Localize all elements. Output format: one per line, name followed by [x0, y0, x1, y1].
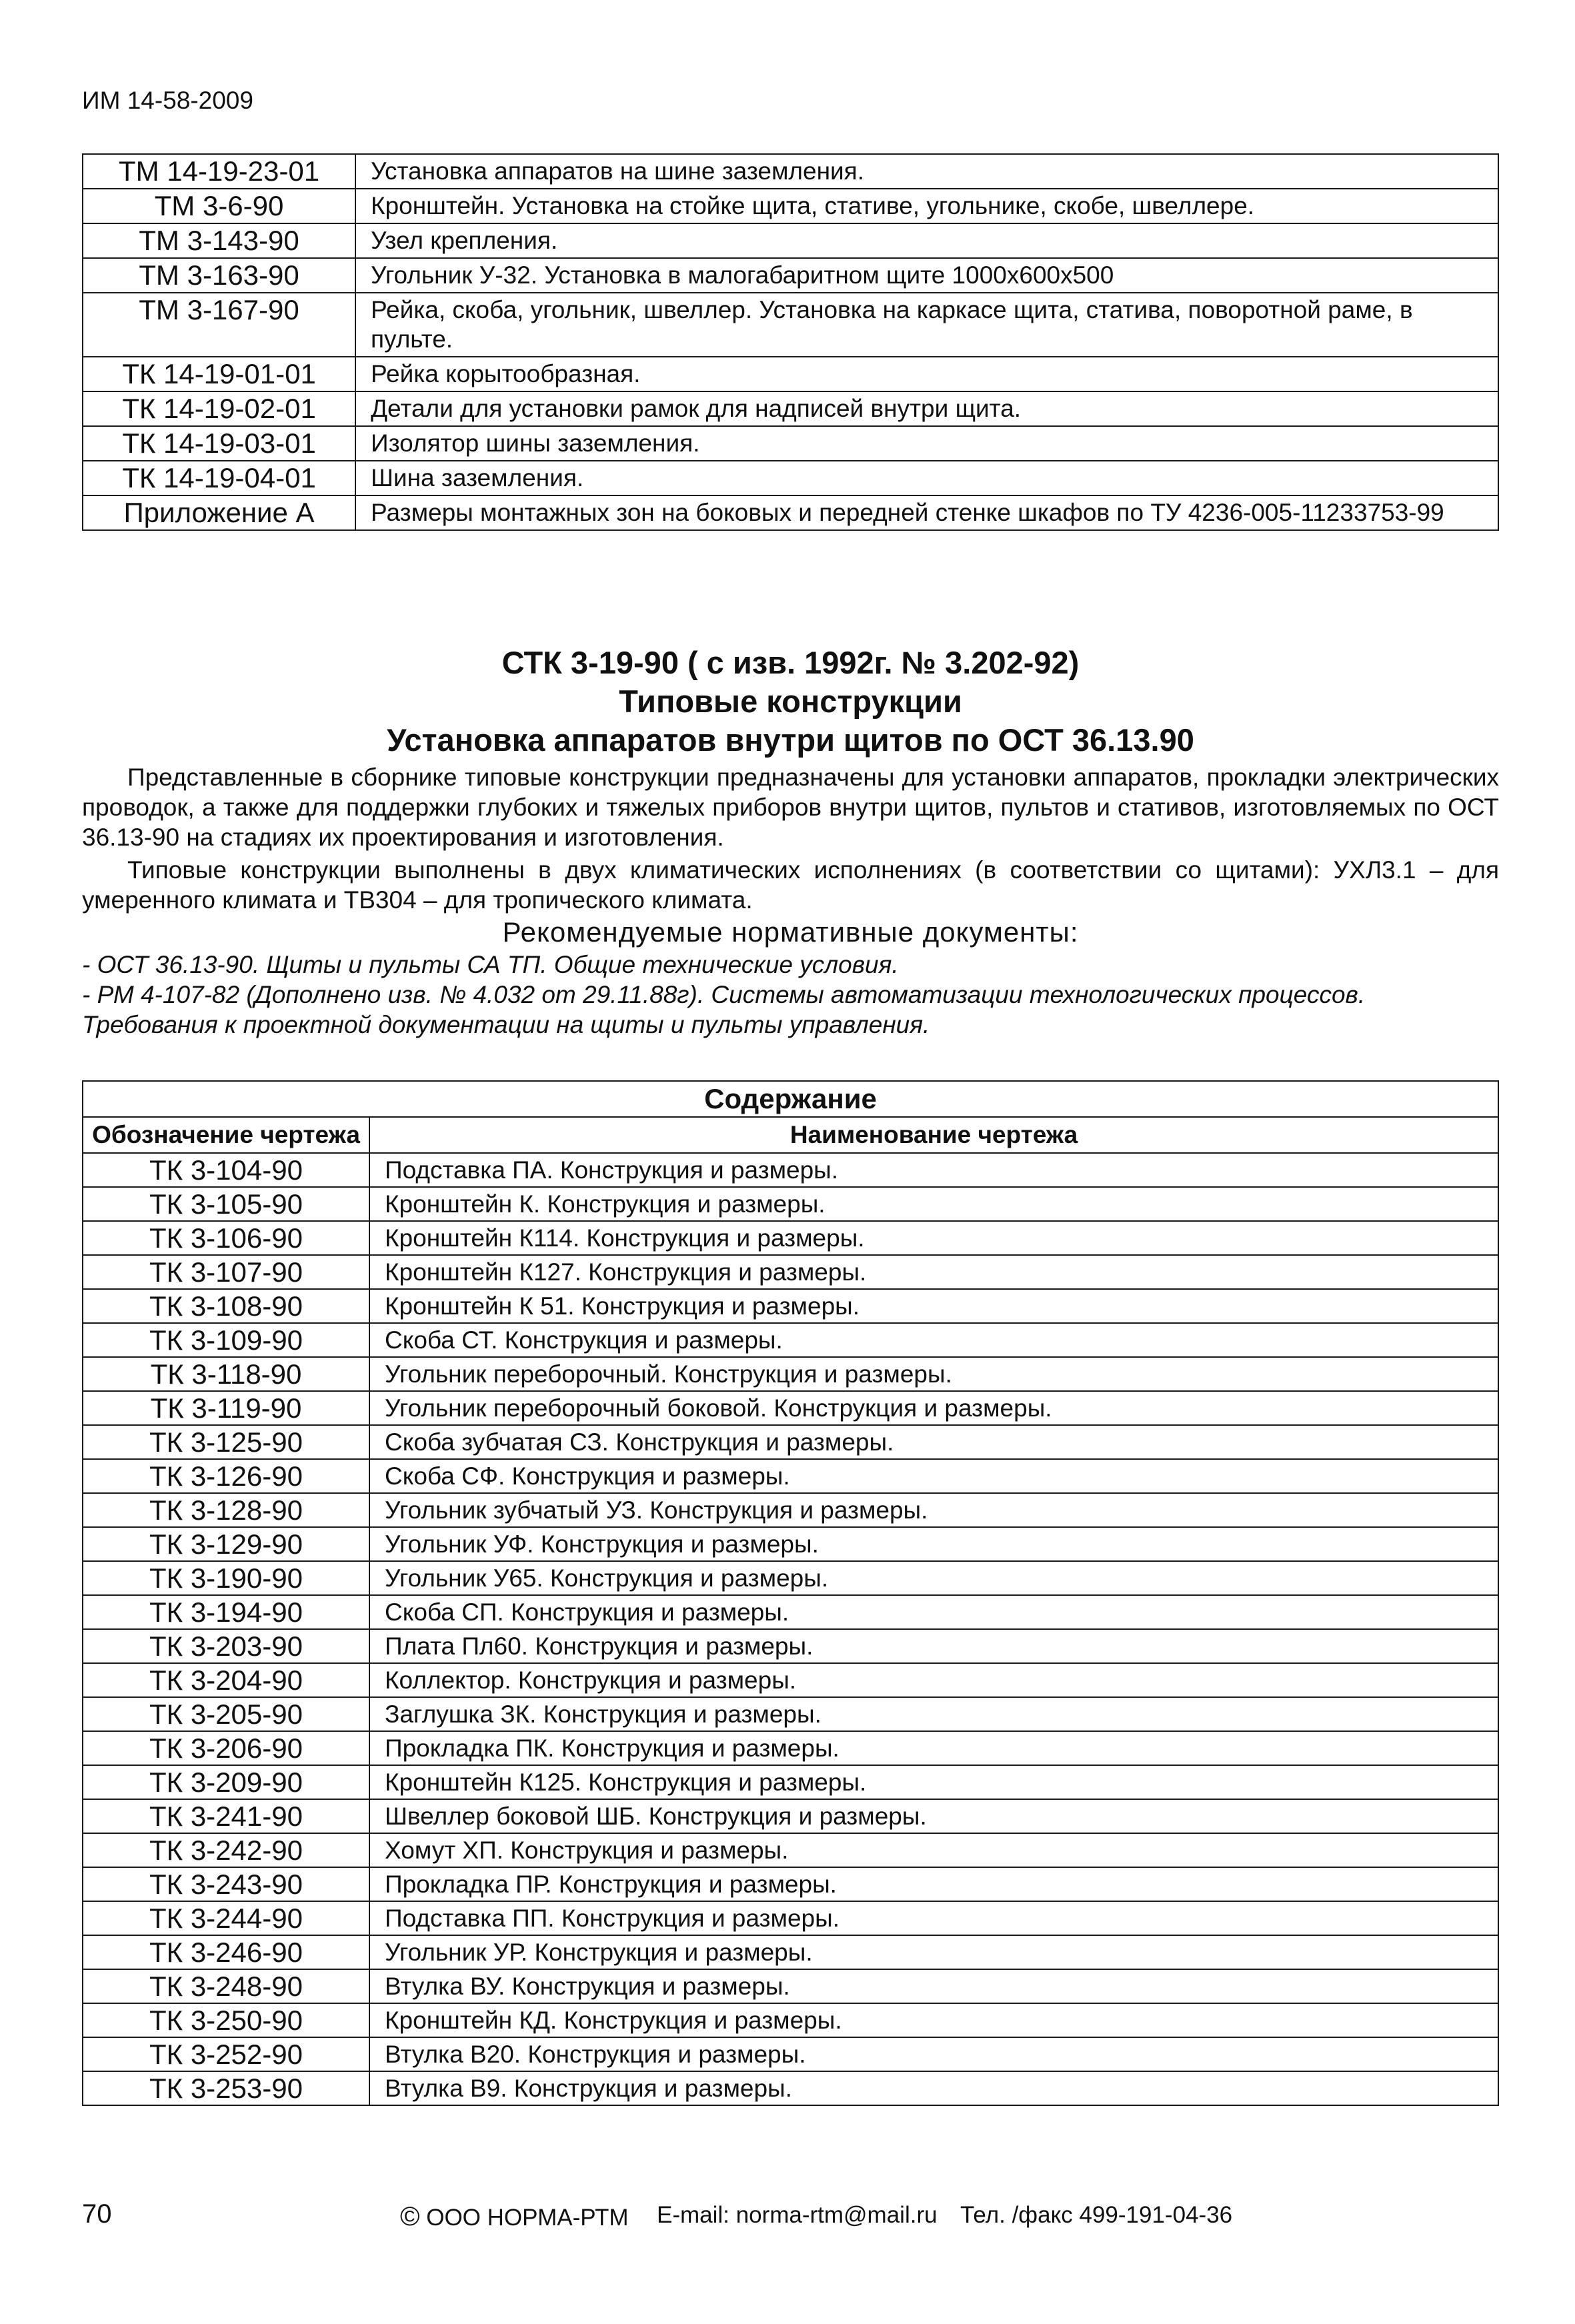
- table-row: [83, 1357, 1498, 1391]
- table-row: [83, 1731, 1498, 1765]
- copyright-holder: ООО НОРМА-РТМ: [426, 2205, 629, 2231]
- drawing-code: ТК 3-125-90: [83, 1425, 369, 1459]
- table-row: [83, 1799, 1498, 1833]
- drawing-code: ТМ 3-163-90: [83, 258, 355, 293]
- drawing-name: Кронштейн. Установка на стойке щита, стативе, угольнике, скобе, швеллере.: [355, 189, 1498, 223]
- copyright-icon: ©: [400, 2202, 420, 2231]
- drawings-table-top: [82, 153, 1499, 531]
- drawing-code: ТК 3-244-90: [83, 1901, 369, 1935]
- drawing-code: ТК 14-19-03-01: [83, 426, 355, 461]
- table-row: [83, 1765, 1498, 1799]
- standard-section: [82, 644, 1499, 1040]
- drawing-code: ТК 3-243-90: [83, 1867, 369, 1901]
- table-row: [83, 1255, 1498, 1289]
- drawing-name: Угольник УФ. Конструкция и размеры.: [369, 1527, 1498, 1561]
- contact-email: E-mail: norma-rtm@mail.ru: [657, 2202, 938, 2228]
- drawing-code: ТК 3-242-90: [83, 1833, 369, 1867]
- drawing-name: Плата Пл60. Конструкция и размеры.: [369, 1629, 1498, 1663]
- table-row: [83, 1595, 1498, 1629]
- section-title: СТК 3-19-90 ( с изв. 1992г. № 3.202-92): [501, 645, 1080, 680]
- table-row: [83, 1323, 1498, 1357]
- table-row: [83, 1561, 1498, 1595]
- drawing-code: ТК 3-205-90: [83, 1697, 369, 1731]
- drawing-name: Швеллер боковой ШБ. Конструкция и размеры.: [369, 1799, 1498, 1833]
- drawing-code: ТМ 14-19-23-01: [83, 154, 355, 189]
- drawing-name: Угольник переборочный боковой. Конструкция и размеры.: [369, 1391, 1498, 1425]
- table-row: [83, 1867, 1498, 1901]
- table-row: [83, 1391, 1498, 1425]
- table-row: [83, 258, 1498, 293]
- drawing-code: ТМ 3-167-90: [83, 293, 355, 357]
- table-row: [83, 426, 1498, 461]
- drawing-name: Скоба зубчатая СЗ. Конструкция и размеры.: [369, 1425, 1498, 1459]
- drawing-name: Угольник зубчатый УЗ. Конструкция и размеры.: [369, 1493, 1498, 1527]
- drawing-code: ТК 3-108-90: [83, 1289, 369, 1323]
- table-row: [83, 1833, 1498, 1867]
- contents-caption: Содержание: [83, 1081, 1498, 1117]
- table-row: [83, 391, 1498, 426]
- table-row: [83, 293, 1498, 357]
- drawing-code: ТК 3-105-90: [83, 1187, 369, 1221]
- drawing-name: Кронштейн К125. Конструкция и размеры.: [369, 1765, 1498, 1799]
- drawing-name: Хомут ХП. Конструкция и размеры.: [369, 1833, 1498, 1867]
- table-row: [83, 189, 1498, 223]
- drawing-name: Угольник УР. Конструкция и размеры.: [369, 1935, 1498, 1969]
- table-row: [83, 1459, 1498, 1493]
- drawing-code: ТК 3-109-90: [83, 1323, 369, 1357]
- drawing-code: ТК 3-118-90: [83, 1357, 369, 1391]
- drawing-code: ТК 3-241-90: [83, 1799, 369, 1833]
- reference-item: - РМ 4-107-82 (Дополнено изв. № 4.032 от 29.11.88г). Системы автоматизации технологических процессов. Требования к проектной документации на щиты и пульты управления.: [82, 981, 1366, 1038]
- table-row: [83, 2071, 1498, 2105]
- drawing-code: ТК 14-19-01-01: [83, 357, 355, 391]
- drawing-name: Кронштейн КД. Конструкция и размеры.: [369, 2003, 1498, 2037]
- section-heading: Установка аппаратов внутри щитов по ОСТ 36.13.90: [387, 722, 1194, 758]
- table-row: [83, 1935, 1498, 1969]
- drawing-name: Шина заземления.: [355, 461, 1498, 495]
- drawing-code: ТК 3-203-90: [83, 1629, 369, 1663]
- drawing-code: ТК 3-107-90: [83, 1255, 369, 1289]
- drawing-code: ТК 3-194-90: [83, 1595, 369, 1629]
- drawing-name: Кронштейн К127. Конструкция и размеры.: [369, 1255, 1498, 1289]
- copyright: [400, 2202, 629, 2232]
- drawing-name: Детали для установки рамок для надписей внутри щита.: [355, 391, 1498, 426]
- drawing-code: ТМ 3-6-90: [83, 189, 355, 223]
- drawing-name: Скоба СФ. Конструкция и размеры.: [369, 1459, 1498, 1493]
- drawing-code: ТК 3-209-90: [83, 1765, 369, 1799]
- drawing-code: ТК 3-252-90: [83, 2037, 369, 2071]
- drawing-code: ТК 3-106-90: [83, 1221, 369, 1255]
- document-id: ИМ 14-58-2009: [82, 87, 253, 114]
- table-row: [83, 1153, 1498, 1187]
- drawing-name: Угольник У-32. Установка в малогабаритном щите 1000х600х500: [355, 258, 1498, 293]
- drawing-name: Прокладка ПК. Конструкция и размеры.: [369, 1731, 1498, 1765]
- drawing-name: Втулка ВУ. Конструкция и размеры.: [369, 1969, 1498, 2003]
- table-row: [83, 1289, 1498, 1323]
- reference-item: - ОСТ 36.13-90. Щиты и пульты СА ТП. Общие технические условия.: [82, 951, 899, 978]
- drawing-name: Подставка ПА. Конструкция и размеры.: [369, 1153, 1498, 1187]
- drawing-name: Кронштейн К. Конструкция и размеры.: [369, 1187, 1498, 1221]
- intro-paragraph: Представленные в сборнике типовые конструкции предназначены для установки аппаратов, прокладки электрических проводок, а также для поддержки глубоких и тяжелых приборов внутри щитов, пультов и стативов, изготовляемых по ОСТ 36.13-90 на стадиях их проектирования и изготовления.: [82, 764, 1499, 851]
- drawing-name: Коллектор. Конструкция и размеры.: [369, 1663, 1498, 1697]
- drawing-code: ТК 3-126-90: [83, 1459, 369, 1493]
- drawing-code: ТК 3-128-90: [83, 1493, 369, 1527]
- drawing-name: Подставка ПП. Конструкция и размеры.: [369, 1901, 1498, 1935]
- drawing-code: Приложение А: [83, 495, 355, 530]
- drawing-code: ТК 3-190-90: [83, 1561, 369, 1595]
- drawing-code: ТК 3-104-90: [83, 1153, 369, 1187]
- table-row: [83, 1969, 1498, 2003]
- recommended-docs-title: Рекомендуемые нормативные документы:: [502, 916, 1079, 948]
- drawing-name: Рейка, скоба, угольник, швеллер. Установка на каркасе щита, статива, поворотной раме, в пульте.: [355, 293, 1498, 357]
- table-row: [83, 2003, 1498, 2037]
- drawing-name: Прокладка ПР. Конструкция и размеры.: [369, 1867, 1498, 1901]
- section-subtitle: Типовые конструкции: [619, 684, 962, 719]
- drawing-name: Втулка В20. Конструкция и размеры.: [369, 2037, 1498, 2071]
- page-footer: [0, 2199, 1575, 2233]
- table-row: [83, 1425, 1498, 1459]
- drawing-code: ТК 3-250-90: [83, 2003, 369, 2037]
- table-row: [83, 1221, 1498, 1255]
- table-row: [83, 1697, 1498, 1731]
- drawing-code: ТК 3-129-90: [83, 1527, 369, 1561]
- table-row: [83, 495, 1498, 530]
- drawing-name: Узел крепления.: [355, 223, 1498, 258]
- table-row: [83, 154, 1498, 189]
- drawing-code: ТК 3-246-90: [83, 1935, 369, 1969]
- table-row: [83, 1629, 1498, 1663]
- drawing-name: Кронштейн К114. Конструкция и размеры.: [369, 1221, 1498, 1255]
- drawing-code: ТК 3-248-90: [83, 1969, 369, 2003]
- drawing-name: Размеры монтажных зон на боковых и передней стенке шкафов по ТУ 4236-005-11233753-99: [355, 495, 1498, 530]
- drawing-name: Угольник переборочный. Конструкция и размеры.: [369, 1357, 1498, 1391]
- drawing-name: Рейка корытообразная.: [355, 357, 1498, 391]
- page-number: 70: [82, 2199, 112, 2229]
- climate-paragraph: Типовые конструкции выполнены в двух климатических исполнениях (в соответствии со щитами): УХЛ3.1 – для умеренного климата и ТВ304 – для тропического климата.: [82, 856, 1499, 914]
- drawing-code: ТК 3-253-90: [83, 2071, 369, 2105]
- drawing-code: ТК 14-19-04-01: [83, 461, 355, 495]
- drawing-name: Втулка В9. Конструкция и размеры.: [369, 2071, 1498, 2105]
- table-row: [83, 1663, 1498, 1697]
- drawing-code: ТК 3-204-90: [83, 1663, 369, 1697]
- table-row: [83, 1187, 1498, 1221]
- column-header-name: Наименование чертежа: [369, 1117, 1498, 1153]
- table-row: [83, 357, 1498, 391]
- table-row: [83, 1493, 1498, 1527]
- table-row: [83, 1527, 1498, 1561]
- column-header-code: Обозначение чертежа: [83, 1117, 369, 1153]
- drawing-code: ТК 3-206-90: [83, 1731, 369, 1765]
- drawing-name: Кронштейн К 51. Конструкция и размеры.: [369, 1289, 1498, 1323]
- drawing-code: ТК 14-19-02-01: [83, 391, 355, 426]
- drawing-code: ТК 3-119-90: [83, 1391, 369, 1425]
- contents-table: [82, 1080, 1499, 2106]
- drawing-name: Установка аппаратов на шине заземления.: [355, 154, 1498, 189]
- drawing-name: Скоба СТ. Конструкция и размеры.: [369, 1323, 1498, 1357]
- table-row: [83, 223, 1498, 258]
- drawing-code: ТМ 3-143-90: [83, 223, 355, 258]
- drawing-name: Заглушка ЗК. Конструкция и размеры.: [369, 1697, 1498, 1731]
- drawing-name: Изолятор шины заземления.: [355, 426, 1498, 461]
- contact-phone: Тел. /факс 499-191-04-36: [960, 2202, 1233, 2228]
- drawing-name: Угольник У65. Конструкция и размеры.: [369, 1561, 1498, 1595]
- table-row: [83, 2037, 1498, 2071]
- table-row: [83, 461, 1498, 495]
- table-row: [83, 1901, 1498, 1935]
- drawing-name: Скоба СП. Конструкция и размеры.: [369, 1595, 1498, 1629]
